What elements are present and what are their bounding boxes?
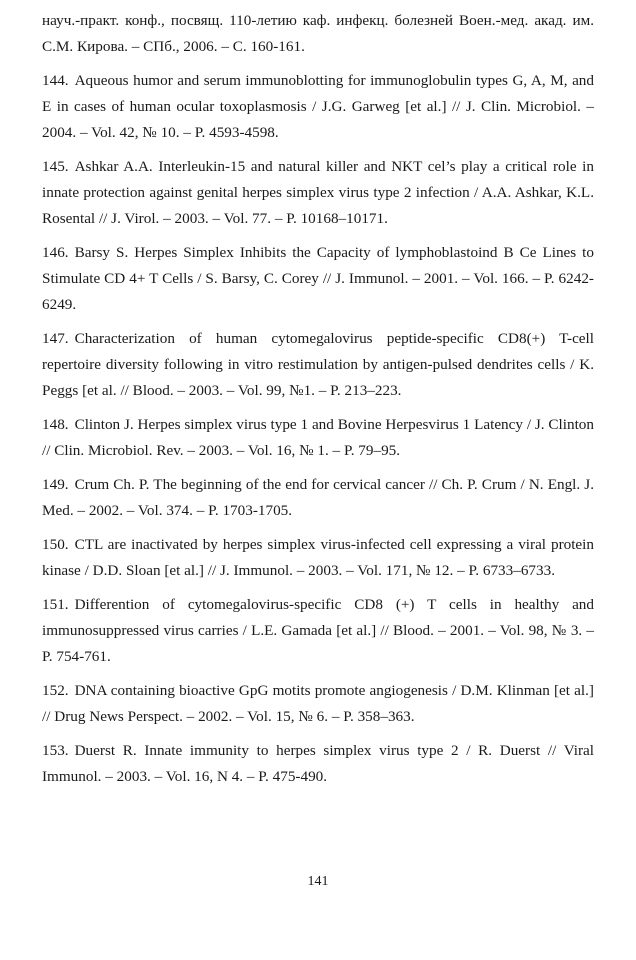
reference-text: DNA containing bioactive GpG motits promote angiogenesis / D.M. Klinman [et al.] // Drug News Perspect. – 2002. – Vol. 15, № 6. – P. 358–363. (42, 682, 594, 725)
reference-text: Barsy S. Herpes Simplex Inhibits the Capacity of lymphoblastoind B Ce Lines to Stimulate CD 4+ T Cells / S. Barsy, C. Corey // J. Immunol. – 2001. – Vol. 166. – P. 6242-6249. (42, 244, 594, 313)
reference-text: Clinton J. Herpes simplex virus type 1 and Bovine Herpesvirus 1 Latency / J. Clinton // Clin. Microbiol. Rev. – 2003. – Vol. 16, № 1. – P. 79–95. (42, 416, 594, 459)
reference-item (42, 240, 594, 318)
reference-number: 153. (42, 742, 69, 759)
reference-text: Aqueous humor and serum immunoblotting for immunoglobulin types G, A, M, and E in cases of human ocular toxoplasmosis / J.G. Garweg [et al.] // J. Clin. Microbiol. – 2004. – Vol. 42, № 10. – P. 4593-4598. (42, 72, 594, 141)
reference-item (42, 678, 594, 730)
reference-text: Duerst R. Innate immunity to herpes simplex virus type 2 / R. Duerst // Viral Immunol. – 2003. – Vol. 16, N 4. – P. 475-490. (42, 742, 594, 785)
reference-number: 144. (42, 72, 69, 89)
reference-list (42, 8, 594, 798)
reference-number: 145. (42, 158, 69, 175)
reference-number: 146. (42, 244, 69, 261)
reference-item (42, 154, 594, 232)
reference-item (42, 412, 594, 464)
reference-number: 151. (42, 596, 69, 613)
reference-item (42, 592, 594, 670)
reference-number: 152. (42, 682, 69, 699)
reference-text: Characterization of human cytomegalovirus peptide-specific CD8(+) T-cell repertoire diversity following in vitro restimulation by antigen-pulsed dendrites cells / K. Peggs [et al. // Blood. – 2003. – Vol. 99, №1. – P. 213–223. (42, 330, 594, 399)
reference-number: 150. (42, 536, 69, 553)
reference-text: Crum Ch. P. The beginning of the end for cervical cancer // Ch. P. Crum / N. Engl. J. Med. – 2002. – Vol. 374. – P. 1703-1705. (42, 476, 594, 519)
reference-item (42, 68, 594, 146)
reference-continuation (42, 8, 594, 60)
reference-number: 148. (42, 416, 69, 433)
reference-item (42, 532, 594, 584)
reference-item (42, 472, 594, 524)
reference-text: науч.-практ. конф., посвящ. 110-летию каф. инфекц. болезней Воен.-мед. акад. им. С.М. Кирова. – СПб., 2006. – С. 160-161. (42, 12, 594, 55)
reference-item (42, 738, 594, 790)
page-number: 141 (307, 874, 329, 889)
reference-text: Ashkar A.A. Interleukin-15 and natural killer and NKT cel’s play a critical role in innate protection against genital herpes simplex virus type 2 infection / A.A. Ashkar, K.L. Rosental // J. Virol. – 2003. – Vol. 77. – P. 10168–10171. (42, 158, 594, 227)
reference-number: 147. (42, 330, 69, 347)
reference-number: 149. (42, 476, 69, 493)
reference-text: Differention of cytomegalovirus-specific CD8 (+) T cells in healthy and immunosuppressed virus carries / L.E. Gamada [et al.] // Blood. – 2001. – Vol. 98, № 3. – P. 754-761. (42, 596, 594, 665)
reference-text: CTL are inactivated by herpes simplex virus-infected cell expressing a viral protein kinase / D.D. Sloan [et al.] // J. Immunol. – 2003. – Vol. 171, № 12. – P. 6733–6733. (42, 536, 594, 579)
reference-item (42, 326, 594, 404)
